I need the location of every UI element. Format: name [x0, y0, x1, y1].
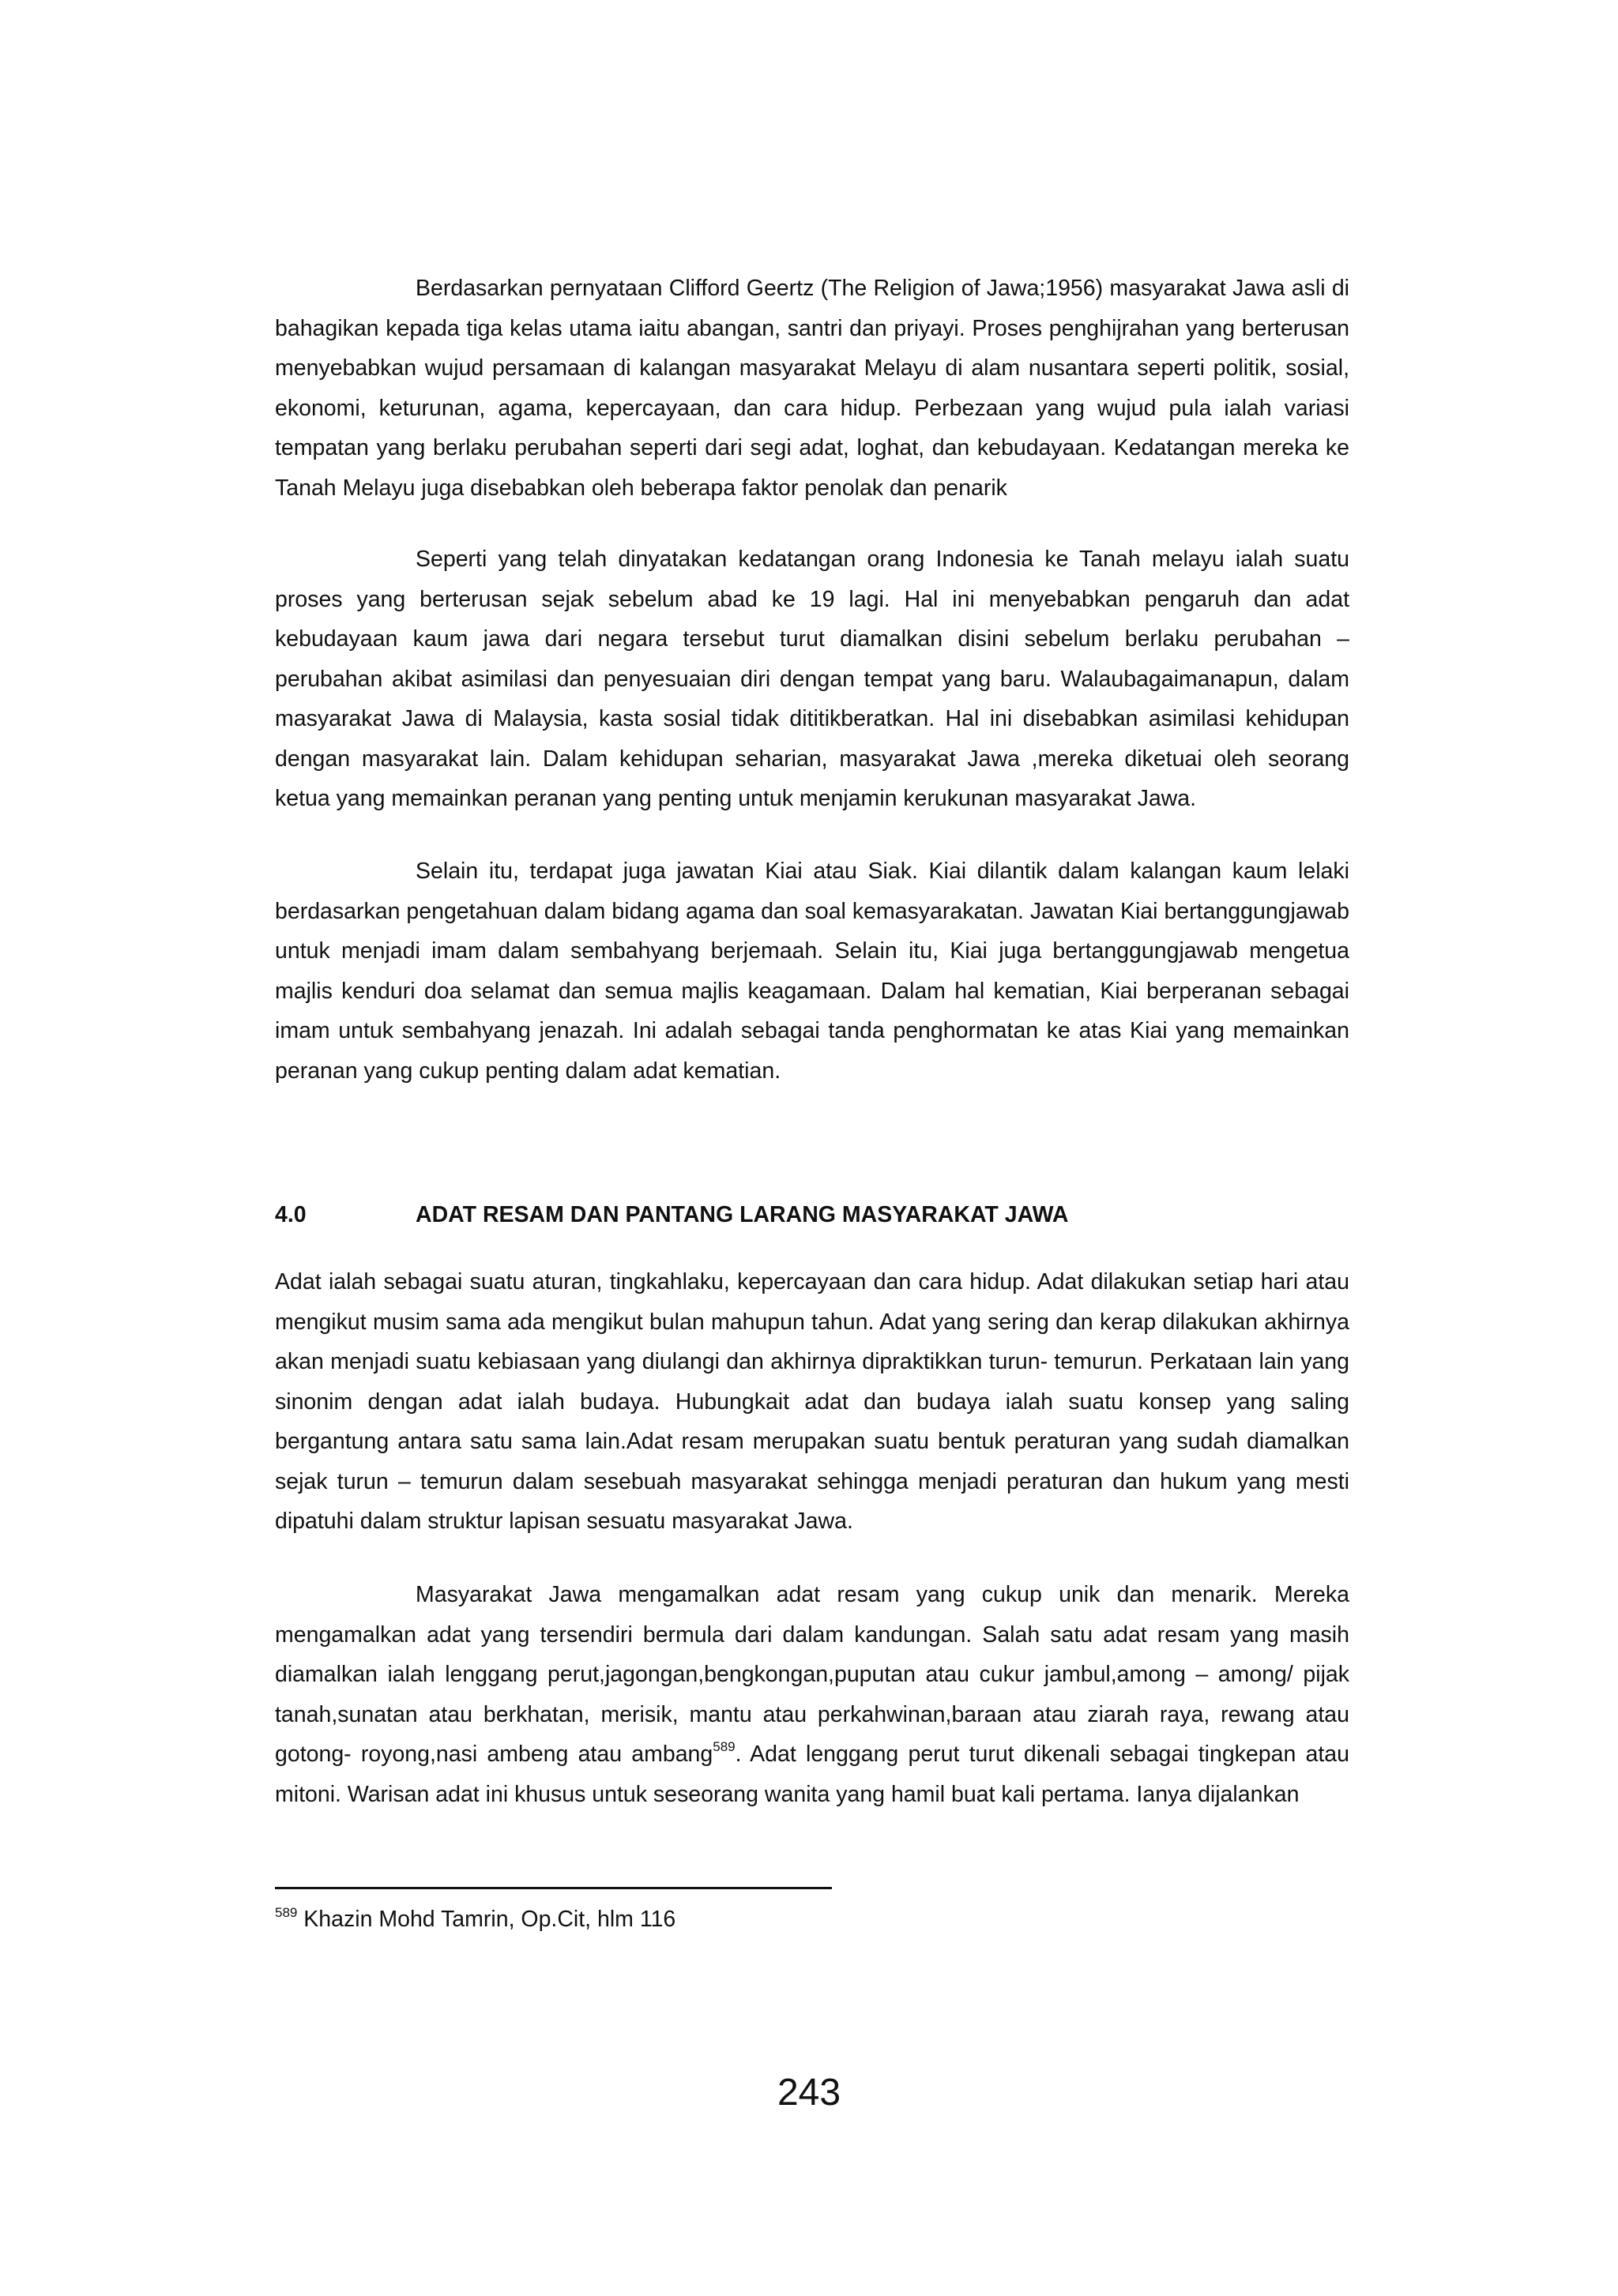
footnote-number: 589: [275, 1905, 298, 1920]
footnote: [275, 1903, 675, 1935]
paragraph-5-text-after: . Adat lenggang perut turut dikenali sebagai tingkepan atau mitoni. Warisan adat ini khusus untuk seseorang wanita yang hamil buat kali pertama. Ianya dijalankan: [275, 1742, 1349, 1807]
paragraph-4: [275, 1262, 1349, 1542]
paragraph-4-text: Adat ialah sebagai suatu aturan, tingkahlaku, kepercayaan dan cara hidup. Adat dilakukan setiap hari atau mengikut musim sama ada mengikut bulan mahupun tahun. Adat yang sering dan kerap dilakukan akhirnya akan menjadi suatu kebiasaan yang diulangi dan akhirnya dipraktikkan turun- temurun. Perkataan lain yang sinonim dengan adat ialah budaya. Hubungkait adat dan budaya ialah suatu konsep yang saling bergantung antara satu sama lain.Adat resam merupakan suatu bentuk peraturan yang sudah diamalkan sejak turun – temurun dalam sesebuah masyarakat sehingga menjadi peraturan dan hukum yang mesti dipatuhi dalam struktur lapisan sesuatu masyarakat Jawa.: [275, 1269, 1349, 1534]
footnote-separator: [275, 1887, 832, 1889]
paragraph-2-text: Seperti yang telah dinyatakan kedatangan orang Indonesia ke Tanah melayu ialah suatu proses yang berterusan sejak sebelum abad ke 19 lagi. Hal ini menyebabkan pengaruh dan adat kebudayaan kaum jawa dari negara tersebut turut diamalkan disini sebelum berlaku perubahan – perubahan akibat asimilasi dan penyesuaian diri dengan tempat yang baru. Walaubagaimanapun, dalam masyarakat Jawa di Malaysia, kasta sosial tidak dititikberatkan. Hal ini disebabkan asimilasi kehidupan dengan masyarakat lain. Dalam kehidupan seharian, masyarakat Jawa ,mereka diketuai oleh seorang ketua yang memainkan peranan yang penting untuk menjamin kerukunan masyarakat Jawa.: [275, 547, 1349, 811]
paragraph-1-text: Berdasarkan pernyataan Clifford Geertz (The Religion of Jawa;1956) masyarakat Jawa asli di bahagikan kepada tiga kelas utama iaitu abangan, santri dan priyayi. Proses penghijrahan yang berterusan menyebabkan wujud persamaan di kalangan masyarakat Melayu di alam nusantara seperti politik, sosial, ekonomi, keturunan, agama, kepercayaan, dan cara hidup. Perbezaan yang wujud pula ialah variasi tempatan yang berlaku perubahan seperti dari segi adat, loghat, dan kebudayaan. Kedatangan mereka ke Tanah Melayu juga disebabkan oleh beberapa faktor penolak dan penarik: [275, 276, 1349, 501]
paragraph-2: [275, 539, 1349, 819]
paragraph-5-text: [275, 1575, 1349, 1814]
paragraph-3-text: Selain itu, terdapat juga jawatan Kiai atau Siak. Kiai dilantik dalam kalangan kaum lelaki berdasarkan pengetahuan dalam bidang agama dan soal kemasyarakatan. Jawatan Kiai bertanggungjawab untuk menjadi imam dalam sembahyang berjemaah. Selain itu, Kiai juga bertanggungjawab mengetua majlis kenduri doa selamat dan semua majlis keagamaan. Dalam hal kematian, Kiai berperanan sebagai imam untuk sembahyang jenazah. Ini adalah sebagai tanda penghormatan ke atas Kiai yang memainkan peranan yang cukup penting dalam adat kematian.: [275, 859, 1349, 1084]
page-number: 243: [777, 2072, 841, 2114]
section-title: ADAT RESAM DAN PANTANG LARANG MASYARAKAT JAWA: [416, 1202, 1069, 1227]
paragraph-3: [275, 851, 1349, 1091]
section-number: 4.0: [275, 1202, 307, 1227]
paragraph-5-text-before: Masyarakat Jawa mengamalkan adat resam yang cukup unik dan menarik. Mereka mengamalkan adat yang tersendiri bermula dari dalam kandungan. Salah satu adat resam yang masih diamalkan ialah lenggang perut,jagongan,bengkongan,puputan atau cukur jambul,among – among/ pijak tanah,sunatan atau berkhatan, merisik, mantu atau perkahwinan,baraan atau ziarah raya, rewang atau gotong- royong,nasi ambeng atau ambang: [275, 1582, 1349, 1767]
footnote-reference[interactable]: 589: [713, 1739, 736, 1754]
footnote-text: Khazin Mohd Tamrin, Op.Cit, hlm 116: [297, 1907, 676, 1932]
paragraph-5: [275, 1575, 1349, 1814]
paragraph-1: [275, 269, 1349, 508]
